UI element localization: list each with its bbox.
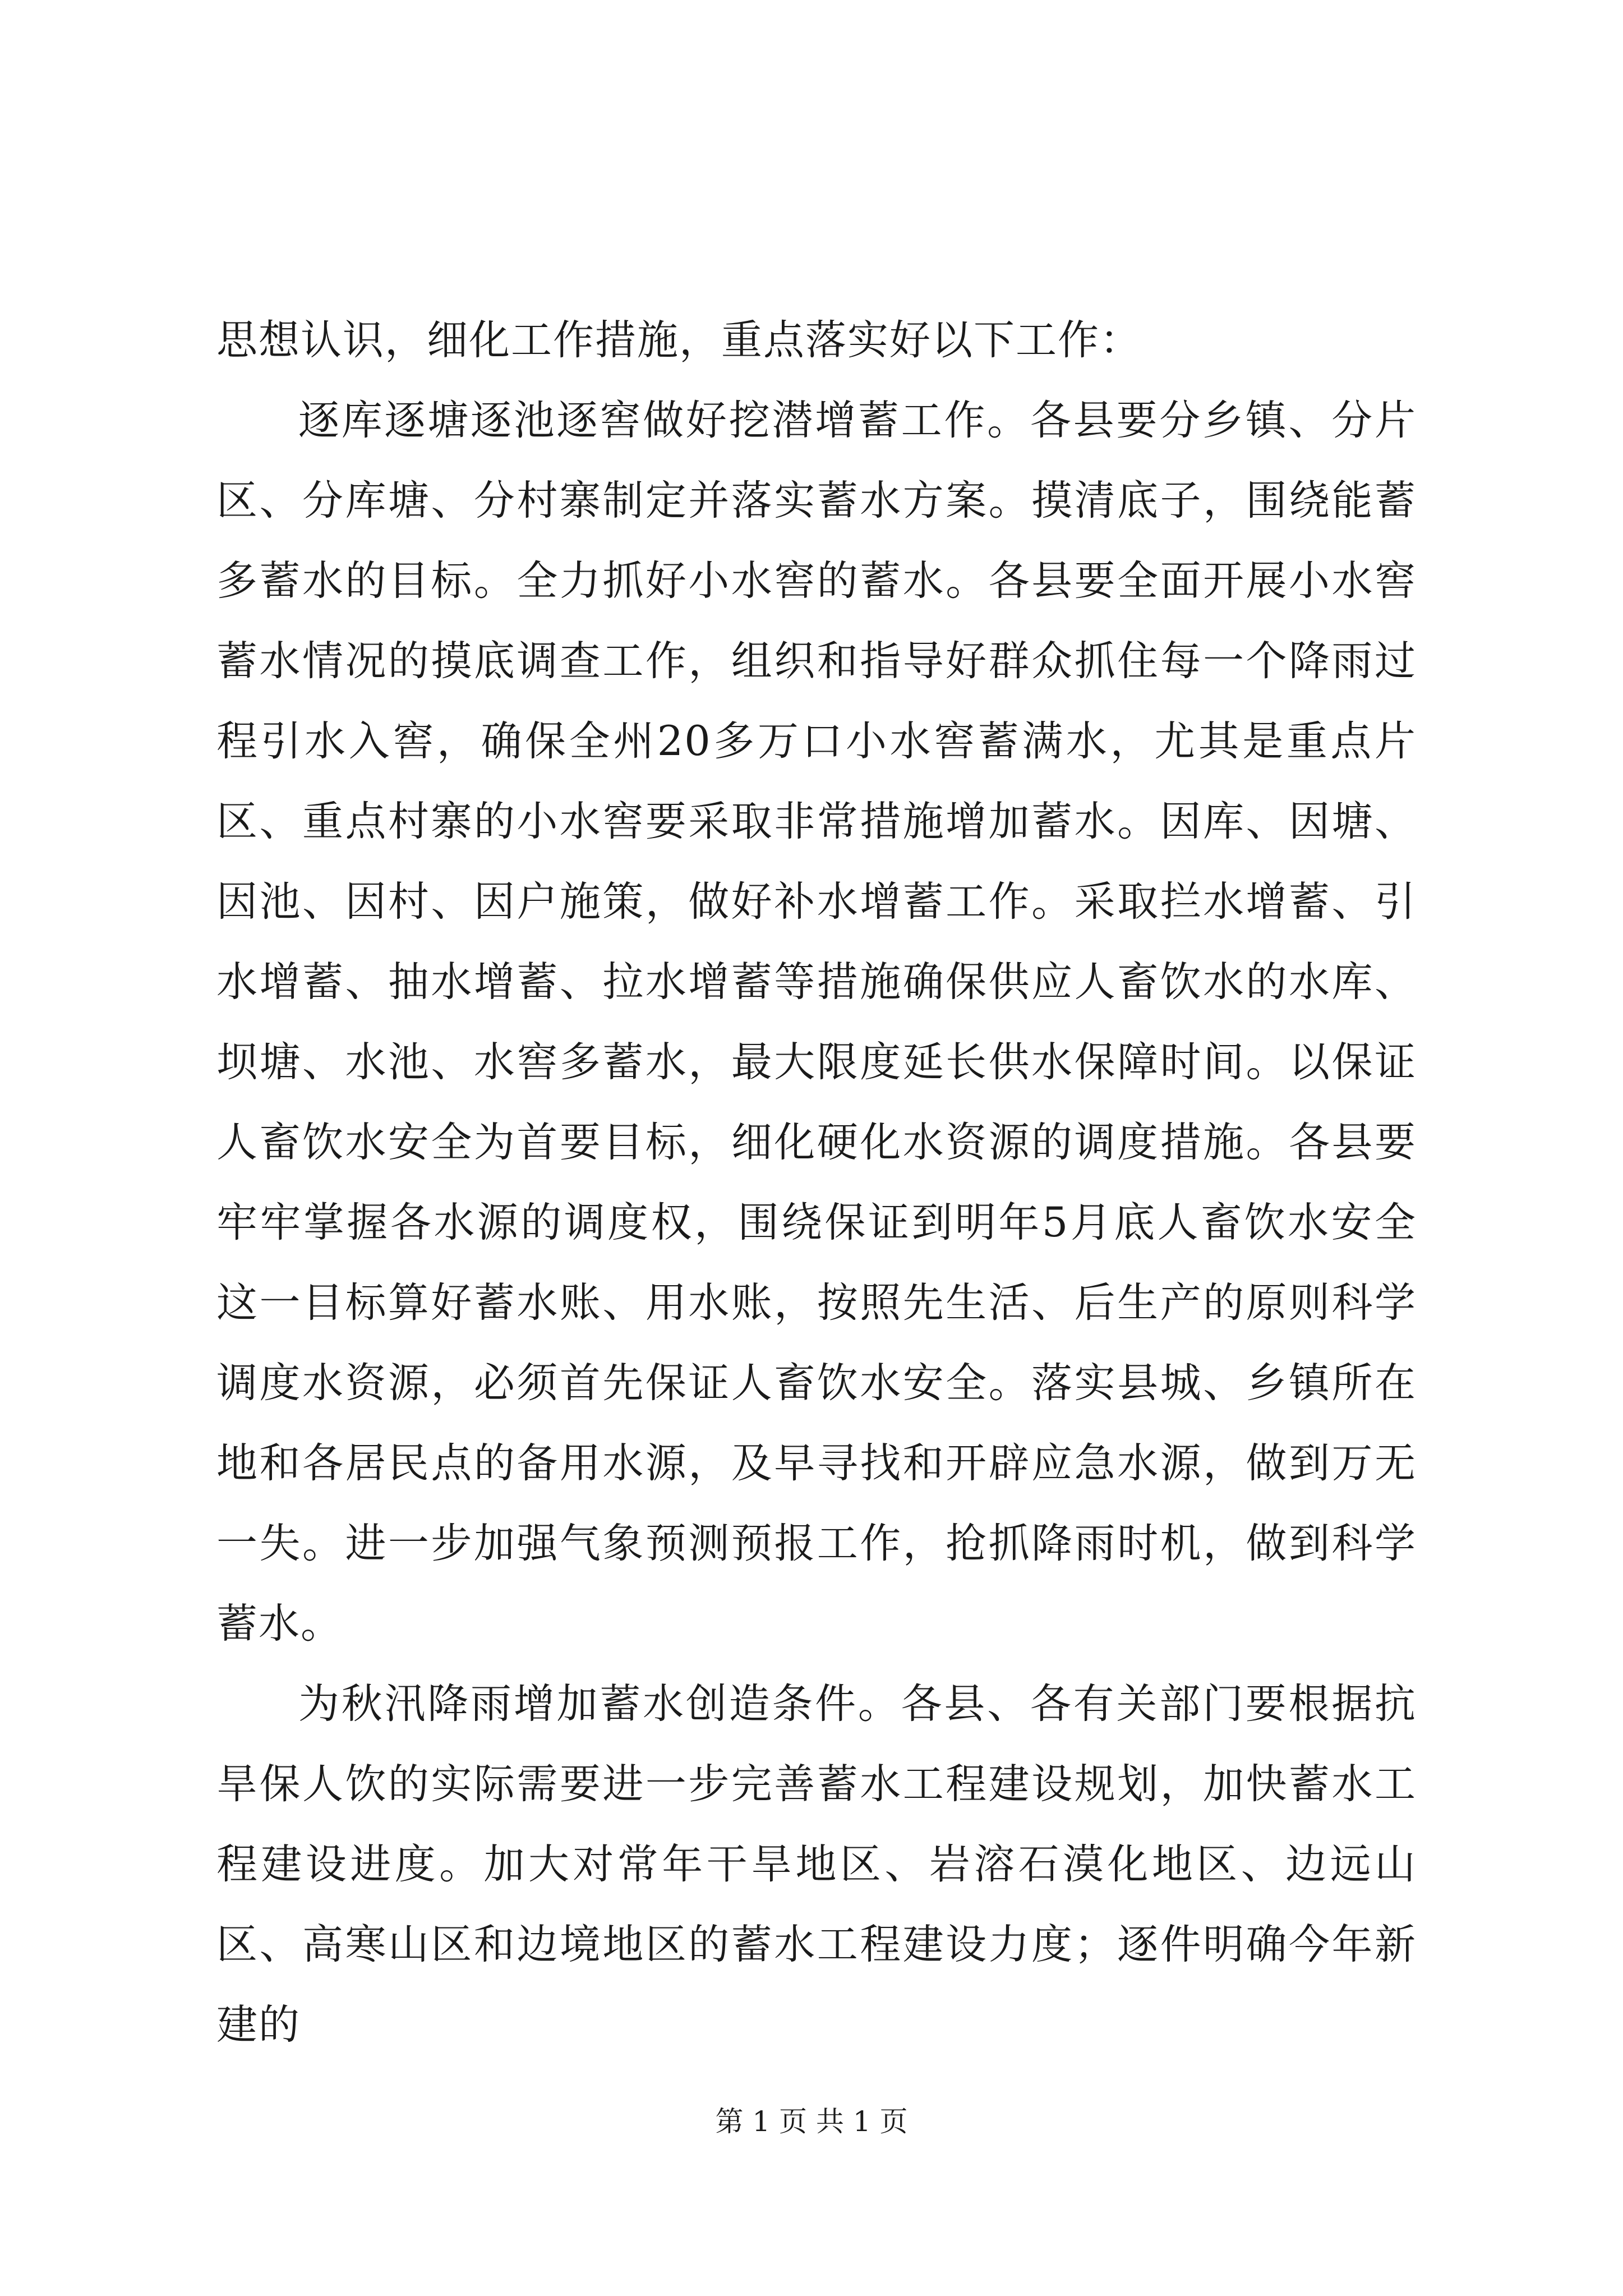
paragraph-autumn-flood: 为秋汛降雨增加蓄水创造条件。各县、各有关部门要根据抗旱保人饮的实际需要进一步完善蓄水工程建设规划，加快蓄水工程建设进度。加大对常年干旱地区、岩溶石漠化地区、边远山区、高寒山区和边境地区的蓄水工程建设力度；逐件明确今年新建的 (216, 1680, 1417, 2049)
body-text (216, 300, 1417, 2065)
page-footer: 第 1 页 共 1 页 (715, 2105, 908, 2138)
paragraph-continuation: 思想认识，细化工作措施，重点落实好以下工作： (216, 316, 1142, 364)
paragraph-storage-work: 逐库逐塘逐池逐窖做好挖潜增蓄工作。各县要分乡镇、分片区、分库塘、分村寨制定并落实蓄水方案。摸清底子，围绕能蓄多蓄水的目标。全力抓好小水窖的蓄水。各县要全面开展小水窖蓄水情况的摸底调查工作，组织和指导好群众抓住每一个降雨过程引水入窖，确保全州20多万口小水窖蓄满水，尤其是重点片区、重点村寨的小水窖要采取非常措施增加蓄水。因库、因塘、因池、因村、因户施策，做好补水增蓄工作。采取拦水增蓄、引水增蓄、抽水增蓄、拉水增蓄等措施确保供应人畜饮水的水库、坝塘、水池、水窖多蓄水，最大限度延长供水保障时间。以保证人畜饮水安全为首要目标，细化硬化水资源的调度措施。各县要牢牢掌握各水源的调度权，围绕保证到明年5月底人畜饮水安全这一目标算好蓄水账、用水账，按照先生活、后生产的原则科学调度水资源，必须首先保证人畜饮水安全。落实县城、乡镇所在地和各居民点的备用水源，及早寻找和开辟应急水源，做到万无一失。进一步加强气象预测预报工作，抢抓降雨时机，做到科学蓄水。 (216, 397, 1417, 1648)
